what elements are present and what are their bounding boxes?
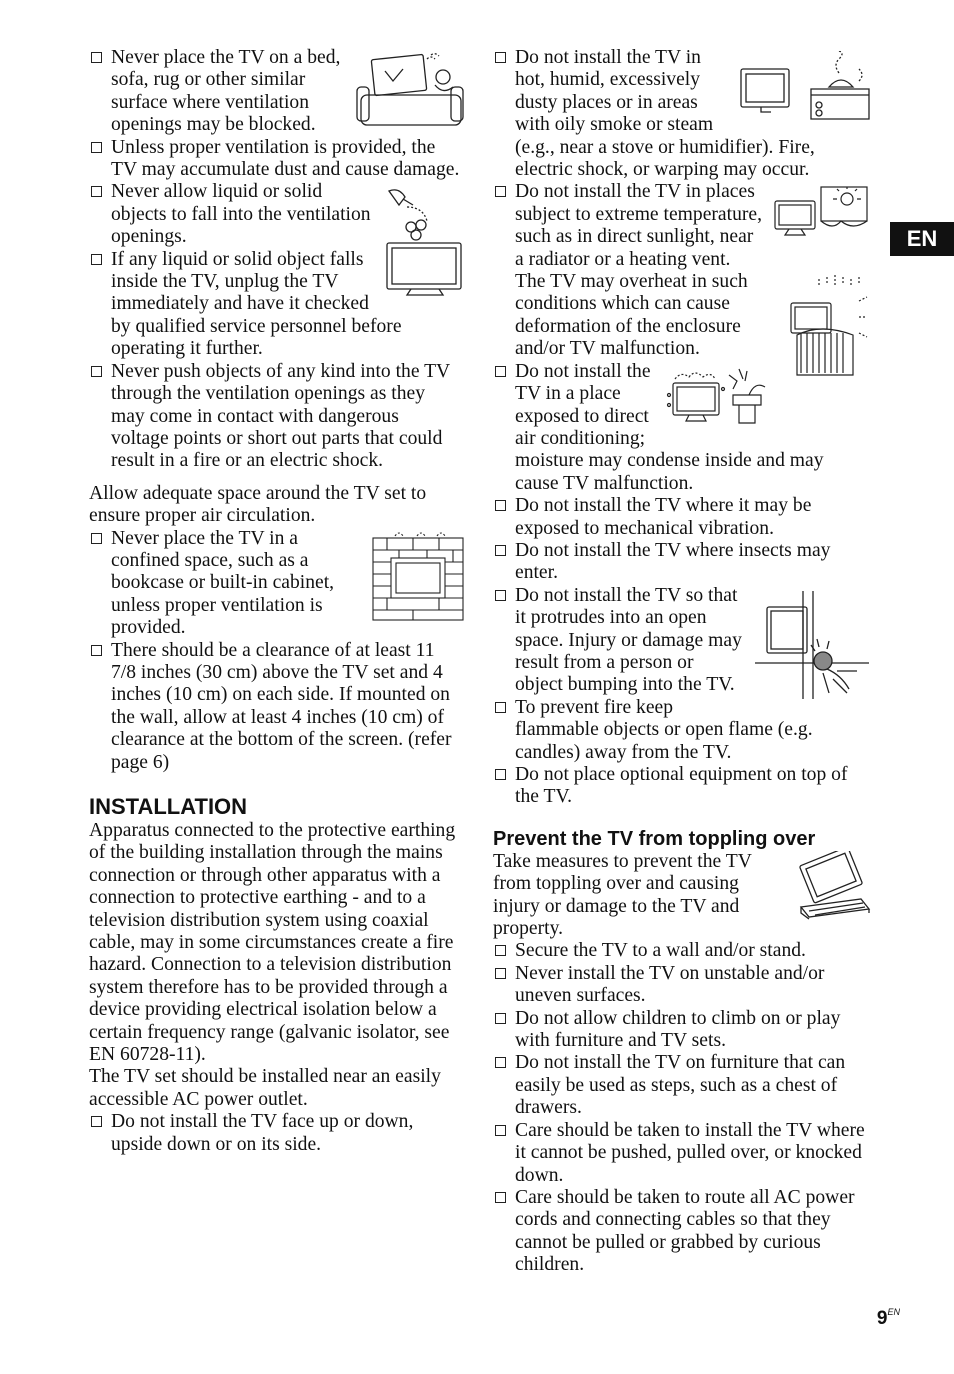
checkbox-bullet-icon bbox=[91, 142, 102, 153]
list-item: Do not install the TV face up or down, upside down or on its side. bbox=[89, 1111, 461, 1156]
list-item: Do not install the TV in places subject to extreme temperature, such as in direct sunlight, near a radiator or a heating vent. The TV may overheat in such conditions which can cause deformation of the enclosure and/or TV malfunction. bbox=[493, 181, 865, 360]
list-item: Do not place optional equipment on top of the TV. bbox=[493, 764, 865, 809]
list-item: Never push objects of any kind into the TV through the ventilation openings as they may come in contact with dangerous voltage points or short out parts that could result in a fire or an electric shock. bbox=[89, 361, 461, 473]
list-item: Never place the TV in a confined space, such as a bookcase or built-in cabinet, unless proper ventilation is provided. bbox=[89, 528, 461, 640]
list-item: If any liquid or solid object falls inside the TV, unplug the TV immediately and have it checked by qualified service personnel before operating it further. bbox=[89, 249, 461, 361]
checkbox-bullet-icon bbox=[495, 366, 506, 377]
list-item: Never install the TV on unstable and/or uneven surfaces. bbox=[493, 963, 865, 1008]
checkbox-bullet-icon bbox=[495, 1125, 506, 1136]
checkbox-bullet-icon bbox=[495, 1057, 506, 1068]
checkbox-bullet-icon bbox=[495, 945, 506, 956]
list-item: Never allow liquid or solid objects to fall into the ventilation openings. bbox=[89, 181, 461, 248]
page-number: $9^{EN}$ bbox=[876, 1307, 900, 1329]
installation-heading: INSTALLATION bbox=[89, 794, 248, 819]
installation-paragraph: Apparatus connected to the protective earthing of the building installation through the mains connection or through other apparatus with a connection to protective earthing - and to a television distribution system using coaxial cable, may in some circumstances create a fire hazard. Connection to a television distribution system therefore has to be provided through a device providing electrical isolation below a certain frequency range (galvanic isolator, see EN 60728-11). bbox=[89, 820, 456, 1066]
checkbox-bullet-icon bbox=[495, 186, 506, 197]
list-item: Do not install the TV on furniture that can easily be used as steps, such as a chest of drawers. bbox=[493, 1052, 865, 1119]
checkbox-bullet-icon bbox=[495, 52, 506, 63]
checkbox-bullet-icon bbox=[495, 500, 506, 511]
checkbox-bullet-icon bbox=[91, 186, 102, 197]
checkbox-bullet-icon bbox=[495, 968, 506, 979]
sunlight-radiator-illustration bbox=[773, 185, 871, 381]
list-item: Never place the TV on a bed, sofa, rug or other similar surface where ventilation openings may be blocked. bbox=[89, 47, 461, 137]
checkbox-bullet-icon bbox=[91, 366, 102, 377]
outlet-paragraph: The TV set should be installed near an easily accessible AC power outlet. bbox=[89, 1066, 441, 1110]
checkbox-bullet-icon bbox=[91, 533, 102, 544]
checkbox-bullet-icon bbox=[495, 545, 506, 556]
list-item: Do not install the TV where it may be exposed to mechanical vibration. bbox=[493, 495, 865, 540]
checkbox-bullet-icon bbox=[91, 254, 102, 265]
list-item: Care should be taken to install the TV where it cannot be pushed, pulled over, or knocked down. bbox=[493, 1120, 865, 1187]
tv-on-sofa-illustration bbox=[355, 51, 467, 129]
list-item: Unless proper ventilation is provided, the TV may accumulate dust and cause damage. bbox=[89, 137, 461, 182]
list-item: Do not install the TV where insects may enter. bbox=[493, 540, 865, 585]
list-item: Do not install the TV in hot, humid, excessively dusty places or in areas with oily smoke or steam (e.g., near a stove or humidifier). Fire, electric shock, or warping may occur. bbox=[493, 47, 865, 181]
toppling-intro: Take measures to prevent the TV from toppling over and causing injury or damage to the TV and property. bbox=[493, 850, 752, 940]
list-item: To prevent fire keep flammable objects or open flame (e.g. candles) away from the TV. bbox=[493, 697, 865, 764]
list-item: There should be a clearance of at least 11 7/8 inches (30 cm) above the TV set and 4 inches (10 cm) on each side. If mounted on the wall, allow at least 4 inches (10 cm) of clearance at the bottom of the screen. (refer page 6) bbox=[89, 640, 461, 774]
toppling-tv-illustration bbox=[795, 851, 871, 921]
protruding-tv-illustration bbox=[753, 589, 871, 699]
air-conditioning-illustration bbox=[665, 365, 771, 429]
language-tab: EN bbox=[890, 222, 954, 256]
tv-in-cabinet-illustration bbox=[369, 532, 467, 624]
list-item: Secure the TV to a wall and/or stand. bbox=[493, 940, 865, 962]
checkbox-bullet-icon bbox=[91, 52, 102, 63]
left-column bbox=[89, 47, 461, 1156]
list-item: Do not install the TV so that it protrudes into an open space. Injury or damage may result from a person or object bumping into the TV. bbox=[493, 585, 865, 697]
checkbox-bullet-icon bbox=[495, 1013, 506, 1024]
checkbox-bullet-icon bbox=[91, 645, 102, 656]
right-column bbox=[493, 47, 865, 1277]
stove-steam-illustration bbox=[735, 51, 871, 121]
toppling-heading: Prevent the TV from toppling over bbox=[493, 827, 816, 850]
checkbox-bullet-icon bbox=[495, 1192, 506, 1203]
list-item: Do not install the TV in a place exposed to direct air conditioning; moisture may condense inside and may cause TV malfunction. bbox=[493, 361, 865, 495]
checkbox-bullet-icon bbox=[495, 702, 506, 713]
checkbox-bullet-icon bbox=[495, 769, 506, 780]
list-item: Care should be taken to route all AC power cords and connecting cables so that they cannot be pulled or grabbed by curious children. bbox=[493, 1187, 865, 1277]
checkbox-bullet-icon bbox=[495, 590, 506, 601]
list-item: Do not allow children to climb on or play with furniture and TV sets. bbox=[493, 1008, 865, 1053]
air-circulation-intro: Allow adequate space around the TV set to ensure proper air circulation. bbox=[89, 482, 427, 527]
checkbox-bullet-icon bbox=[91, 1116, 102, 1127]
